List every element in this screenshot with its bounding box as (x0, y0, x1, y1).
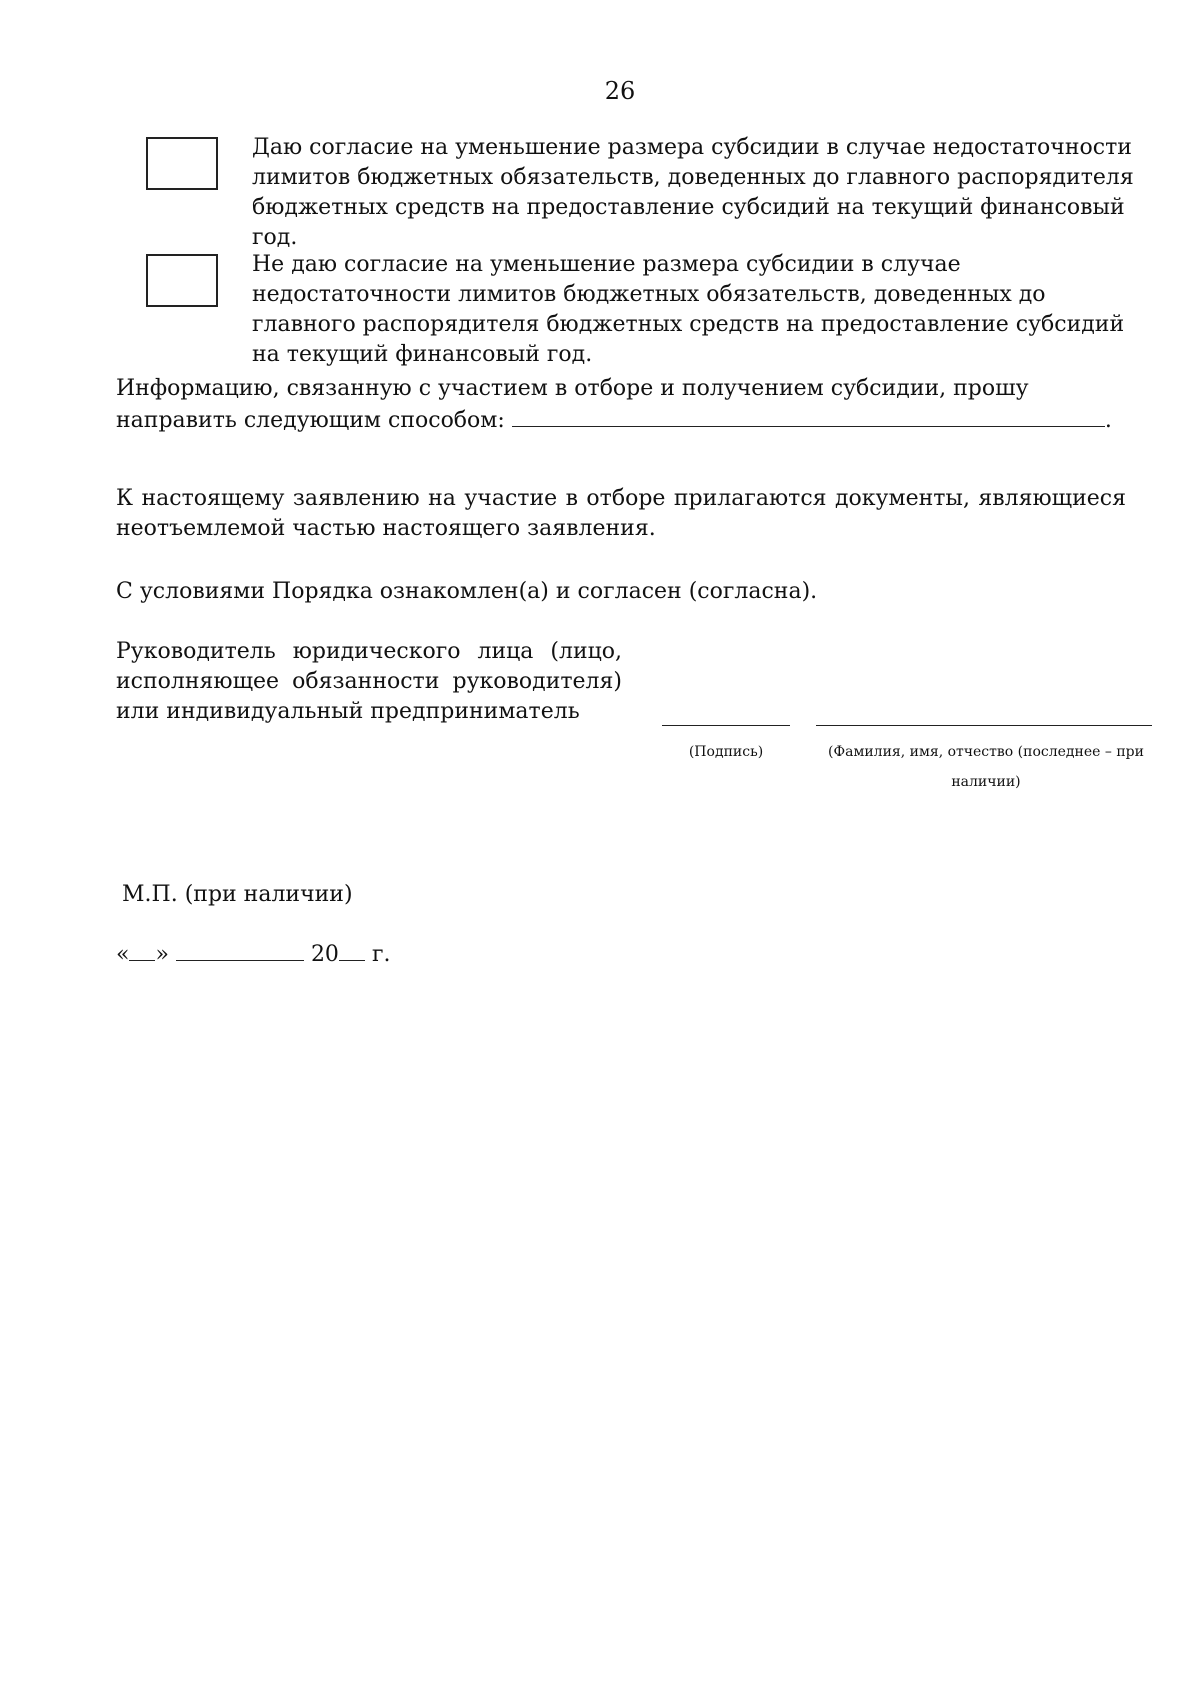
info-delivery-end-punct: . (1104, 408, 1112, 433)
disagree-checkbox[interactable] (146, 254, 218, 307)
full-name-field[interactable] (816, 725, 1152, 726)
date-line (116, 940, 390, 970)
date-close-quote: » (155, 942, 169, 967)
signature-field[interactable] (662, 725, 790, 726)
info-delivery-paragraph (116, 374, 1126, 436)
seal-text: М.П. (при наличии) (122, 882, 353, 907)
date-open-quote: « (116, 942, 130, 967)
signature-caption: (Подпись) (688, 744, 764, 760)
info-delivery-text: Информацию, связанную с участием в отборе и получением субсидии, прошу направить следующим способом: (116, 376, 1029, 433)
conditions-paragraph: С условиями Порядка ознакомлен(а) и согласен (согласна). (116, 579, 818, 604)
date-year-prefix: 20 (310, 942, 339, 967)
date-day-field[interactable] (129, 940, 155, 961)
page-number: 26 (604, 77, 636, 105)
delivery-method-field[interactable] (512, 404, 1105, 427)
disagree-option-text: Не даю согласие на уменьшение размера субсидии в случае недостаточности лимитов бюджетных обязательств, доведенных до главного распорядителя бюджетных средств на предоставление субсидий на текущий финансовый год. (252, 252, 1125, 367)
date-month-field[interactable] (176, 940, 304, 961)
signatory-role-text: Руководитель юридического лица (лицо, исполняющее обязанности руководителя) или индивидуальный предприниматель (116, 639, 622, 724)
agree-option-text: Даю согласие на уменьшение размера субсидии в случае недостаточности лимитов бюджетных обязательств, доведенных до главного распорядителя бюджетных средств на предоставление субсидий на текущий финансовый год. (252, 135, 1134, 250)
full-name-caption: (Фамилия, имя, отчество (последнее – при наличии) (828, 744, 1144, 790)
attachment-paragraph: К настоящему заявлению на участие в отборе прилагаются документы, являющиеся неотъемлемой частью настоящего заявления. (116, 486, 1126, 541)
date-year-field[interactable] (339, 940, 365, 961)
date-year-suffix: г. (371, 942, 391, 967)
agree-checkbox[interactable] (146, 137, 218, 190)
